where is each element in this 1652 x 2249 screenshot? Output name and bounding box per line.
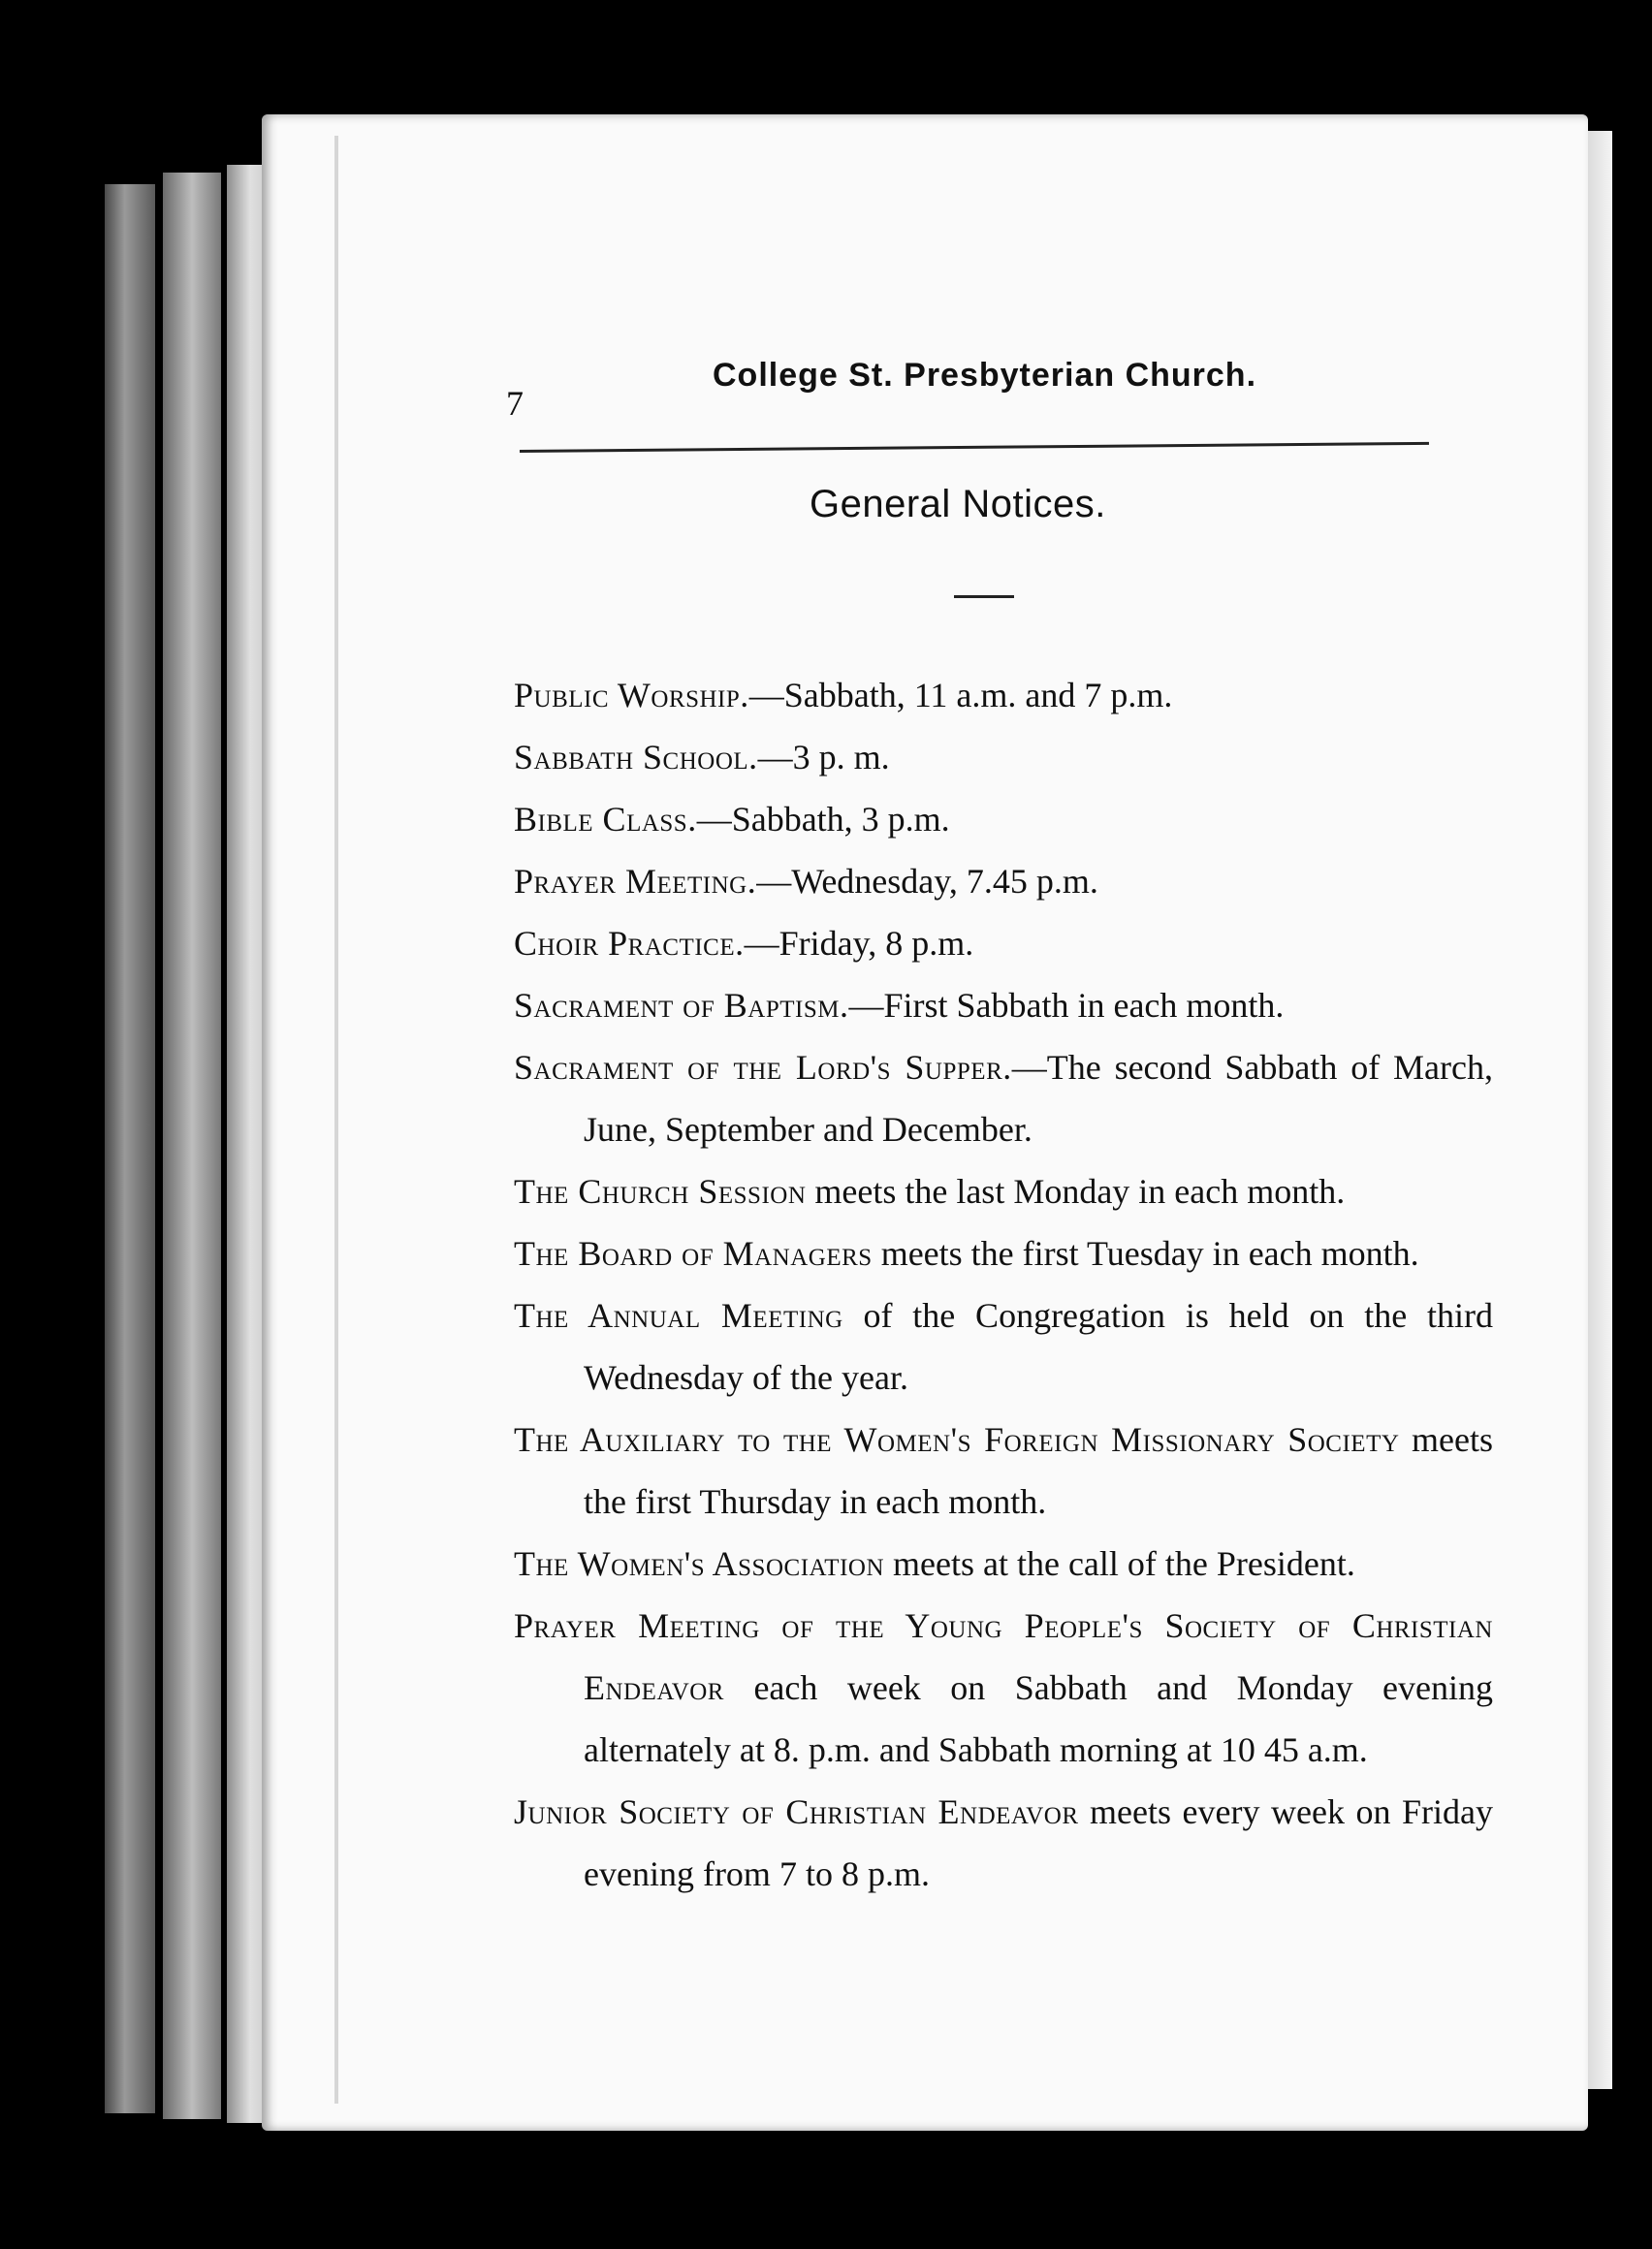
notice-label: Prayer Meeting of the Young People's Society of Christian Endeavor [514, 1606, 1493, 1707]
notice-label: Sabbath School. [514, 738, 758, 776]
notice-label: Prayer Meeting. [514, 862, 757, 901]
notice-text: —Sabbath, 3 p.m. [696, 800, 950, 839]
notice-annual-meeting [514, 1284, 1493, 1409]
notice-text: —Wednesday, 7.45 p.m. [756, 862, 1098, 901]
notice-text: —3 p. m. [757, 738, 890, 776]
notice-label: The Church Session [514, 1172, 807, 1211]
notice-board-of-managers [514, 1222, 1493, 1284]
notice-text: —The second Sabbath of March, June, September and December. [584, 1048, 1493, 1149]
notice-label: Junior Society of Christian Endeavor [514, 1792, 1079, 1831]
notice-label: The Women's Association [514, 1544, 885, 1583]
notice-sabbath-school [514, 726, 1493, 788]
notice-label: Sacrament of Baptism. [514, 986, 849, 1025]
notice-public-worship [514, 664, 1493, 726]
notice-prayer-meeting [514, 850, 1493, 912]
notice-womens-association [514, 1533, 1493, 1595]
notice-text: —First Sabbath in each month. [848, 986, 1285, 1025]
notice-label: Choir Practice. [514, 924, 745, 963]
page-gutter-line [334, 136, 338, 2104]
notice-baptism [514, 974, 1493, 1036]
book-page-edges [105, 165, 279, 2123]
notice-text: of the Congregation is held on the third Wednesday of the year. [584, 1296, 1493, 1397]
notice-choir-practice [514, 912, 1493, 974]
notice-text: meets every week on Friday evening from 7 to 8 p.m. [584, 1792, 1493, 1893]
notice-text: each week on Sabbath and Monday evening alternately at 8. p.m. and Sabbath morning at 10 45 a.m. [584, 1668, 1493, 1769]
notice-text: meets the first Thursday in each month. [584, 1420, 1493, 1521]
page-edge-strip [227, 165, 266, 2123]
title-underline [954, 595, 1014, 598]
notice-text: meets at the call of the President. [884, 1544, 1355, 1583]
notice-label: Sacrament of the Lord's Supper. [514, 1048, 1012, 1087]
notice-lords-supper [514, 1036, 1493, 1160]
notice-church-session [514, 1160, 1493, 1222]
running-header-title: College St. Presbyterian Church. [713, 357, 1257, 394]
page-edge-strip [163, 173, 221, 2119]
notices-list [514, 664, 1493, 1905]
notice-label: Bible Class. [514, 800, 697, 839]
notice-junior-endeavor [514, 1781, 1493, 1905]
notice-label: The Annual Meeting [514, 1296, 843, 1335]
notice-label: Public Worship. [514, 676, 749, 714]
notice-label: The Board of Managers [514, 1234, 873, 1273]
notice-bible-class [514, 788, 1493, 850]
notice-missionary-auxiliary [514, 1409, 1493, 1533]
page-number: 7 [506, 384, 524, 423]
notice-christian-endeavor [514, 1595, 1493, 1781]
notice-text: meets the first Tuesday in each month. [872, 1234, 1419, 1273]
notice-label: The Auxiliary to the Women's Foreign Missionary Society [514, 1420, 1400, 1459]
notice-text: —Sabbath, 11 a.m. and 7 p.m. [748, 676, 1173, 714]
section-title: General Notices. [810, 483, 1106, 525]
notice-text: meets the last Monday in each month. [806, 1172, 1346, 1211]
page-edge-strip [105, 184, 155, 2113]
notice-text: —Friday, 8 p.m. [744, 924, 974, 963]
